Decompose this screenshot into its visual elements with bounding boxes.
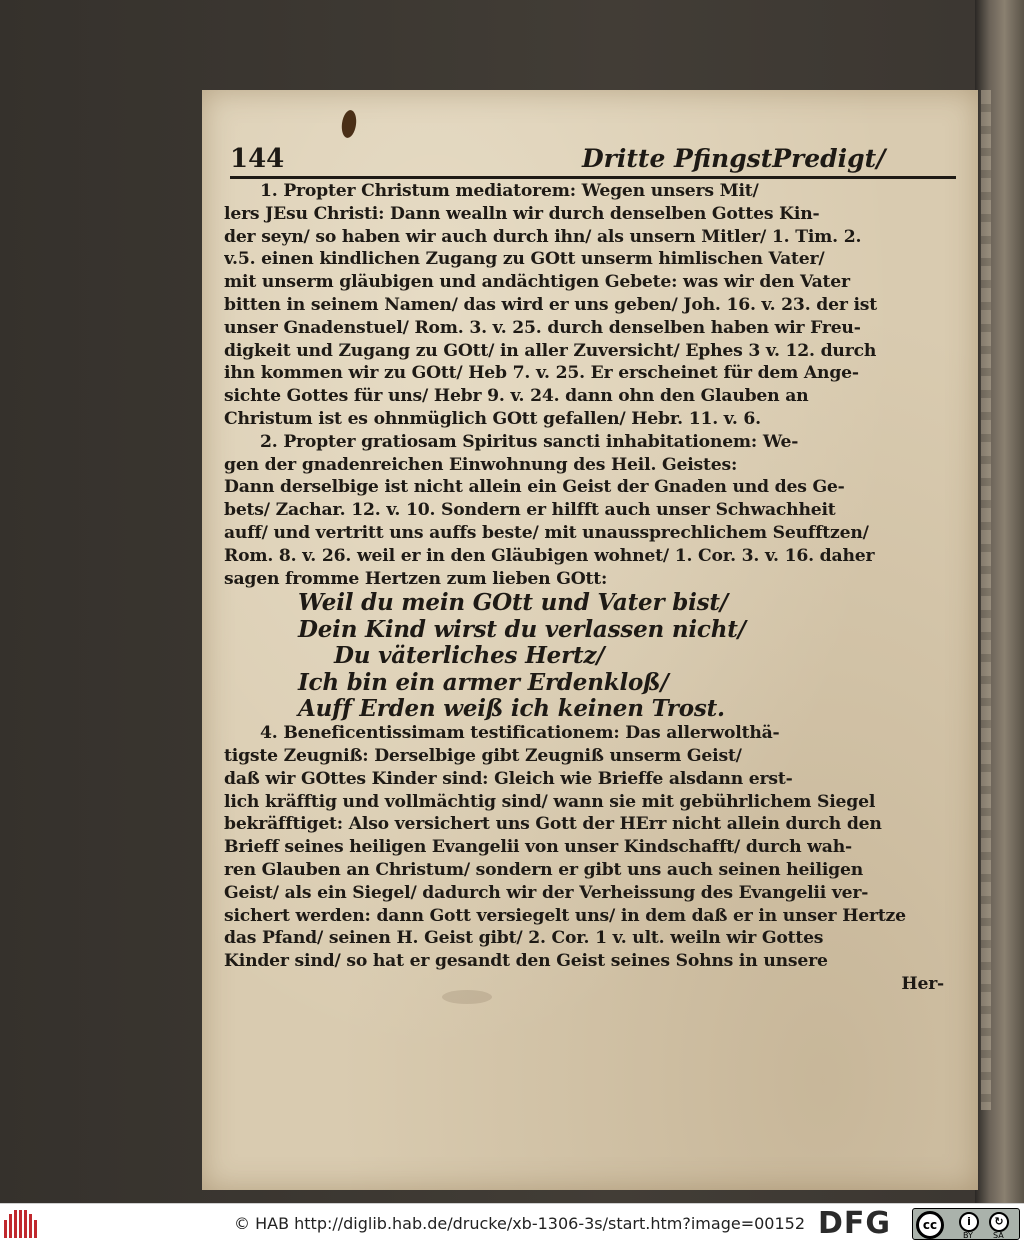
hab-logo-icon[interactable]: [4, 1210, 40, 1238]
verse-line: Dein Kind wirst du verlassen nicht/: [298, 616, 746, 643]
text-line: der seyn/ so haben wir auch durch ihn/ als unsern Mitler/ 1. Tim. 2.: [224, 226, 862, 247]
text-line: daß wir GOttes Kinder sind: Gleich wie Brieffe alsdann erst-: [224, 768, 793, 789]
hab-logo-bar: [4, 1220, 7, 1238]
running-title: Dritte PfingstPredigt/: [582, 144, 886, 173]
sa-label: SA: [993, 1231, 1004, 1240]
text-line: bitten in seinem Namen/ das wird er uns geben/ Joh. 16. v. 23. der ist: [224, 294, 877, 315]
text-line: bekräfftiget: Also versichert uns Gott der HErr nicht allein durch den: [224, 814, 882, 835]
page-number: 144: [230, 144, 285, 174]
text-line: auff/ und vertritt uns auffs beste/ mit unaussprechlichem Seufftzen/: [224, 522, 869, 543]
text-line: 1. Propter Christum mediatorem: Wegen unsers Mit/: [260, 181, 759, 201]
attribution-icon: i: [959, 1212, 979, 1232]
text-line: sichert werden: dann Gott versiegelt uns/ in dem daß er in unser Hertze: [224, 905, 906, 926]
viewer-footer: [0, 1203, 1024, 1243]
text-line: Brieff seines heiligen Evangelii von unser Kindschafft/ durch wah-: [224, 837, 852, 858]
hab-logo-bar: [9, 1214, 12, 1238]
verse-line: Ich bin ein armer Erdenkloß/: [298, 669, 669, 696]
header-rule: [230, 176, 956, 179]
text-line: Kinder sind/ so hat er gesandt den Geist seines Sohns in unsere: [224, 951, 828, 972]
text-line: lich kräfftig und vollmächtig sind/ wann sie mit gebührlichem Siegel: [224, 791, 876, 812]
text-line: sichte Gottes für uns/ Hebr 9. v. 24. dann ohn den Glauben an: [224, 386, 809, 407]
hab-logo-bar: [29, 1214, 32, 1238]
text-line: Rom. 8. v. 26. weil er in den Gläubigen wohnet/ 1. Cor. 3. v. 16. daher: [224, 545, 875, 566]
next-page-text-strip: [981, 90, 991, 1110]
copyright-link[interactable]: © HAB http://diglib.hab.de/drucke/xb-1306-3s/start.htm?image=00152: [234, 1214, 805, 1233]
text-line: gen der gnadenreichen Einwohnung des Heil. Geistes:: [224, 454, 738, 475]
hab-logo-bar: [14, 1210, 17, 1238]
by-label: BY: [963, 1231, 973, 1240]
text-line: sagen fromme Hertzen zum lieben GOtt:: [224, 568, 608, 589]
page-text: [224, 140, 964, 995]
text-line: tigste Zeugniß: Derselbige gibt Zeugniß unserm Geist/: [224, 746, 742, 767]
text-line: Christum ist es ohnmüglich GOtt gefallen/ Hebr. 11. v. 6.: [224, 408, 761, 429]
text-line: mit unserm gläubigen und andächtigen Gebete: was wir den Vater: [224, 272, 850, 293]
hab-logo-bar: [34, 1220, 37, 1238]
text-line: Dann derselbige ist nicht allein ein Geist der Gnaden und des Ge-: [224, 477, 845, 498]
next-page-edge: [975, 0, 1024, 1203]
cc-license-badge[interactable]: [912, 1208, 1020, 1240]
text-line: 4. Beneficentissimam testificationem: Das allerwolthä-: [260, 723, 780, 744]
text-line: unser Gnadenstuel/ Rom. 3. v. 25. durch denselben haben wir Freu-: [224, 317, 861, 338]
verse-line: Weil du mein GOtt und Vater bist/: [298, 590, 728, 617]
text-line: das Pfand/ seinen H. Geist gibt/ 2. Cor. 1 v. ult. weiln wir Gottes: [224, 928, 824, 949]
text-line: v.5. einen kindlichen Zugang zu GOtt unserm himlischen Vater/: [224, 249, 825, 270]
text-line: ren Glauben an Christum/ sondern er gibt uns auch seinen heiligen: [224, 860, 864, 881]
hab-logo-bar: [24, 1210, 27, 1238]
ink-stain: [340, 109, 358, 139]
dfg-logo[interactable]: DFG: [818, 1206, 892, 1241]
text-line: lers JEsu Christi: Dann wealln wir durch denselben Gottes Kin-: [224, 203, 820, 224]
text-line: ihn kommen wir zu GOtt/ Heb 7. v. 25. Er erscheinet für dem Ange-: [224, 363, 859, 384]
page-header: [224, 140, 964, 176]
verse-line: Du väterliches Hertz/: [334, 643, 605, 670]
text-line: digkeit und Zugang zu GOtt/ in aller Zuversicht/ Ephes 3 v. 12. durch: [224, 340, 877, 361]
verse-line: Auff Erden weiß ich keinen Trost.: [298, 695, 725, 722]
cc-icon: cc: [916, 1211, 944, 1239]
hab-logo-bar: [19, 1210, 22, 1238]
text-line: 2. Propter gratiosam Spiritus sancti inhabitationem: We-: [260, 431, 799, 452]
text-line: Geist/ als ein Siegel/ dadurch wir der Verheissung des Evangelii ver-: [224, 882, 869, 903]
catchword: Her-: [901, 974, 944, 995]
text-line: bets/ Zachar. 12. v. 10. Sondern er hilfft auch unser Schwachheit: [224, 500, 836, 521]
body-text: [224, 180, 964, 996]
share-alike-icon: ↻: [989, 1212, 1009, 1232]
